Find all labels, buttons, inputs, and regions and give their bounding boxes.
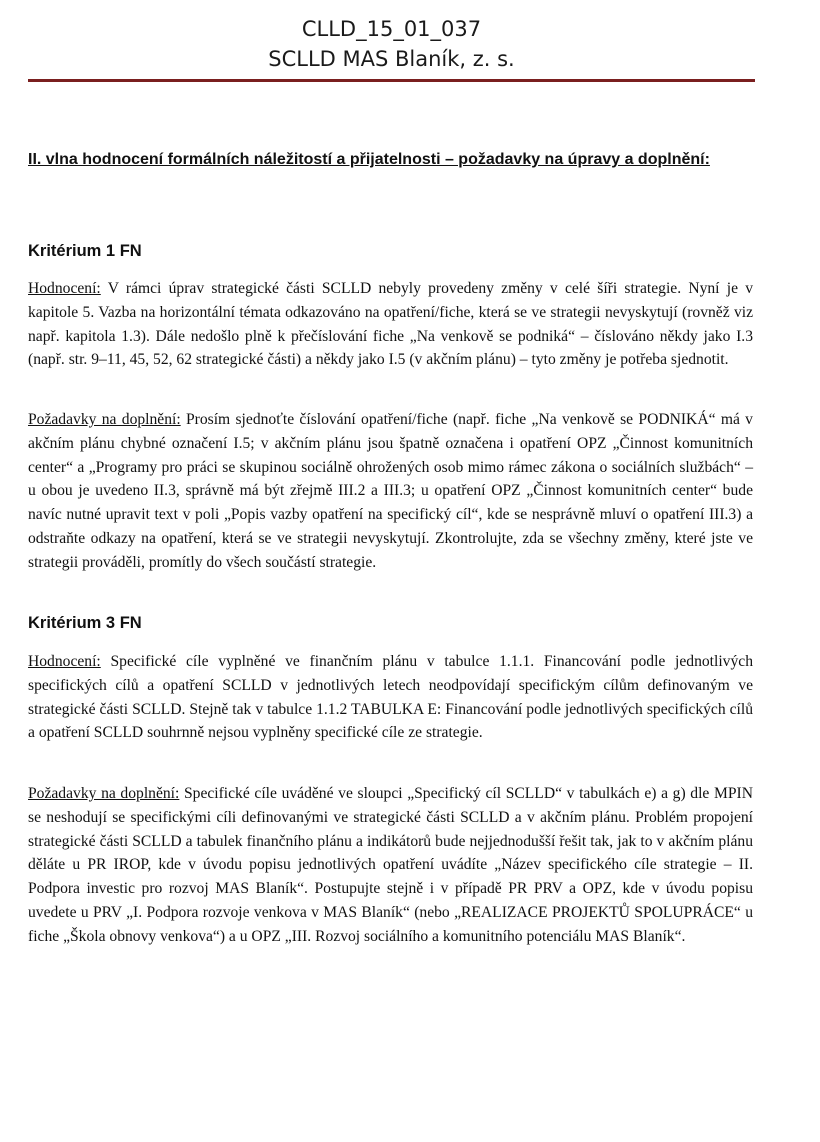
- requirements-text: Prosím sjednoťte číslování opatření/fiche (např. fiche „Na venkově se PODNIKÁ“ má v akčním plánu chybné označení I.5; v akčním plánu jsou špatně označena i opatření OPZ „Činnost komunitních center“ a „Programy pro práci se skupinou sociálně ohrožených osob mimo rámec zákona o sociálních službách“ – u obou je uvedeno II.3, správně má být zřejmě III.2 a III.3; u opatření OPZ „Činnost komunitních center“ bude navíc nutné upravit text v poli „Popis vazby opatření na specifický cíl“, kde se nesprávně mluví o opatření III.3) a odstraňte odkazy na opatření, která se ve strategii nevyskytují. Zkontrolujte, zda se všechny změny, které jste ve strategii prováděli, promítly do všech součástí strategie.: [28, 411, 753, 571]
- requirements-text: Specifické cíle uváděné ve sloupci „Specifický cíl SCLLD“ v tabulkách e) a g) dle MPIN se neshodují se specifickými cíli definovanými ve strategické části SCLLD a v akčním plánu. Problém propojení strategické části SCLLD a tabulek finančního plánu a indikátorů bude nejjednodušší řešit tak, jak to v akčním plánu děláte u PR IROP, kde v úvodu popisu jednotlivých opatření uvádíte „Název specifického cíle strategie – II. Podpora investic pro rozvoj MAS Blaník“. Postupujte stejně i v případě PR PRV a OPZ, kde v úvodu popisu uvedete u PRV „I. Podpora rozvoje venkova v MAS Blaník“ (nebo „REALIZACE PROJEKTŮ SPOLUPRÁCE“ u fiche „Škola obnovy venkova“) a u OPZ „III. Rozvoj sociálního a komunitního potenciálu MAS Blaník“.: [28, 785, 753, 945]
- document-header: [28, 14, 755, 74]
- criterion-1-evaluation: [28, 277, 753, 372]
- document-code: CLLD_15_01_037: [301, 17, 482, 41]
- criterion-3-requirements: [28, 782, 753, 949]
- section-heading: II. vlna hodnocení formálních náležitostí a přijatelnosti – požadavky na úpravy a doplnění:: [28, 151, 710, 168]
- evaluation-label: Hodnocení:: [28, 280, 101, 297]
- requirements-label: Požadavky na doplnění:: [28, 785, 180, 802]
- evaluation-text: V rámci úprav strategické části SCLLD nebyly provedeny změny v celé šíři strategie. Nyní je v kapitole 5. Vazba na horizontální témata odkazováno na opatření/fiche, která se ve strategii nevyskytují (rovněž viz např. kapitola 1.3). Dále nedošlo plně k přečíslování fiche „Na venkově se podniká“ – číslováno někdy jako I.3 (např. str. 9–11, 45, 52, 62 strategické části) a někdy jako I.5 (v akčním plánu) – tyto změny je potřeba sjednotit.: [28, 280, 753, 369]
- evaluation-text: Specifické cíle vyplněné ve finančním plánu v tabulce 1.1.1. Financování podle jednotlivých specifických cílů a opatření SCLLD v jednotlivých letech neodpovídají specifickým cílům definovaným ve strategické části SCLLD. Stejně tak v tabulce 1.1.2 TABULKA E: Financování podle jednotlivých specifických cílů a opatření SCLLD souhrnně nejsou vyplněny specifické cíle ze strategie.: [28, 653, 753, 742]
- criterion-1-requirements: [28, 408, 753, 575]
- evaluation-label: Hodnocení:: [28, 653, 101, 670]
- requirements-label: Požadavky na doplnění:: [28, 411, 181, 428]
- criterion-1-title: Kritérium 1 FN: [28, 242, 142, 260]
- criterion-3-evaluation: [28, 650, 753, 745]
- header-divider: [28, 79, 755, 82]
- organization-name: SCLLD MAS Blaník, z. s.: [268, 47, 515, 71]
- criterion-3-title: Kritérium 3 FN: [28, 614, 142, 632]
